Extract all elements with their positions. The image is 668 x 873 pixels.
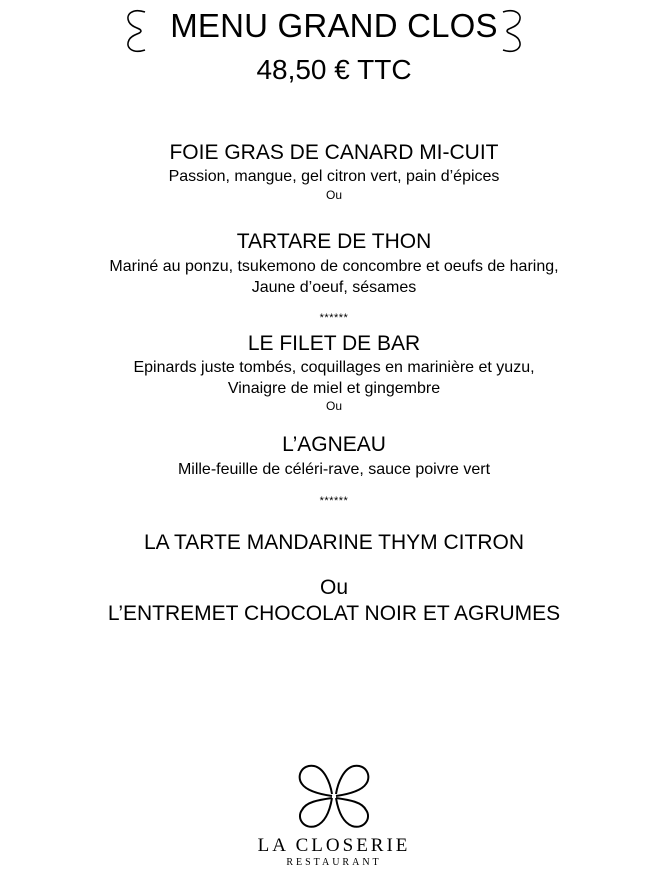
course-separator: ******	[319, 495, 349, 507]
main-1-name: LE FILET DE BAR	[247, 332, 421, 355]
starter-1-description: Passion, mangue, gel citron vert, pain d’épices	[168, 168, 500, 185]
ornament-right-icon	[497, 8, 527, 54]
starter-2-description-line1: Mariné au ponzu, tsukemono de concombre et oeufs de haring,	[109, 258, 559, 275]
starter-2-name: TARTARE DE THON	[236, 230, 432, 253]
menu-title: MENU GRAND CLOS	[170, 7, 498, 44]
restaurant-subtitle: RESTAURANT	[286, 857, 382, 868]
starter-2-description-line2: Jaune d’oeuf, sésames	[251, 279, 417, 296]
closerie-clover-icon	[294, 760, 374, 832]
dessert-or: Ou	[319, 576, 348, 599]
main-1-description-line1: Epinards juste tombés, coquillages en marinière et yuzu,	[133, 359, 535, 376]
menu-price: 48,50 € TTC	[256, 54, 412, 85]
main-2-description: Mille-feuille de céléri-rave, sauce poivre vert	[177, 461, 491, 478]
starter-1-name: FOIE GRAS DE CANARD MI-CUIT	[169, 141, 499, 164]
main-1-description-line2: Vinaigre de miel et gingembre	[227, 380, 441, 397]
logo	[0, 760, 668, 837]
main-or: Ou	[325, 399, 342, 413]
starter-or: Ou	[325, 188, 342, 202]
restaurant-name: LA CLOSERIE	[257, 835, 411, 856]
course-separator: ******	[319, 312, 349, 324]
dessert-2-name: L’ENTREMET CHOCOLAT NOIR ET AGRUMES	[107, 602, 561, 625]
dessert-1-name: LA TARTE MANDARINE THYM CITRON	[144, 531, 524, 554]
main-2-name: L’AGNEAU	[282, 433, 386, 456]
